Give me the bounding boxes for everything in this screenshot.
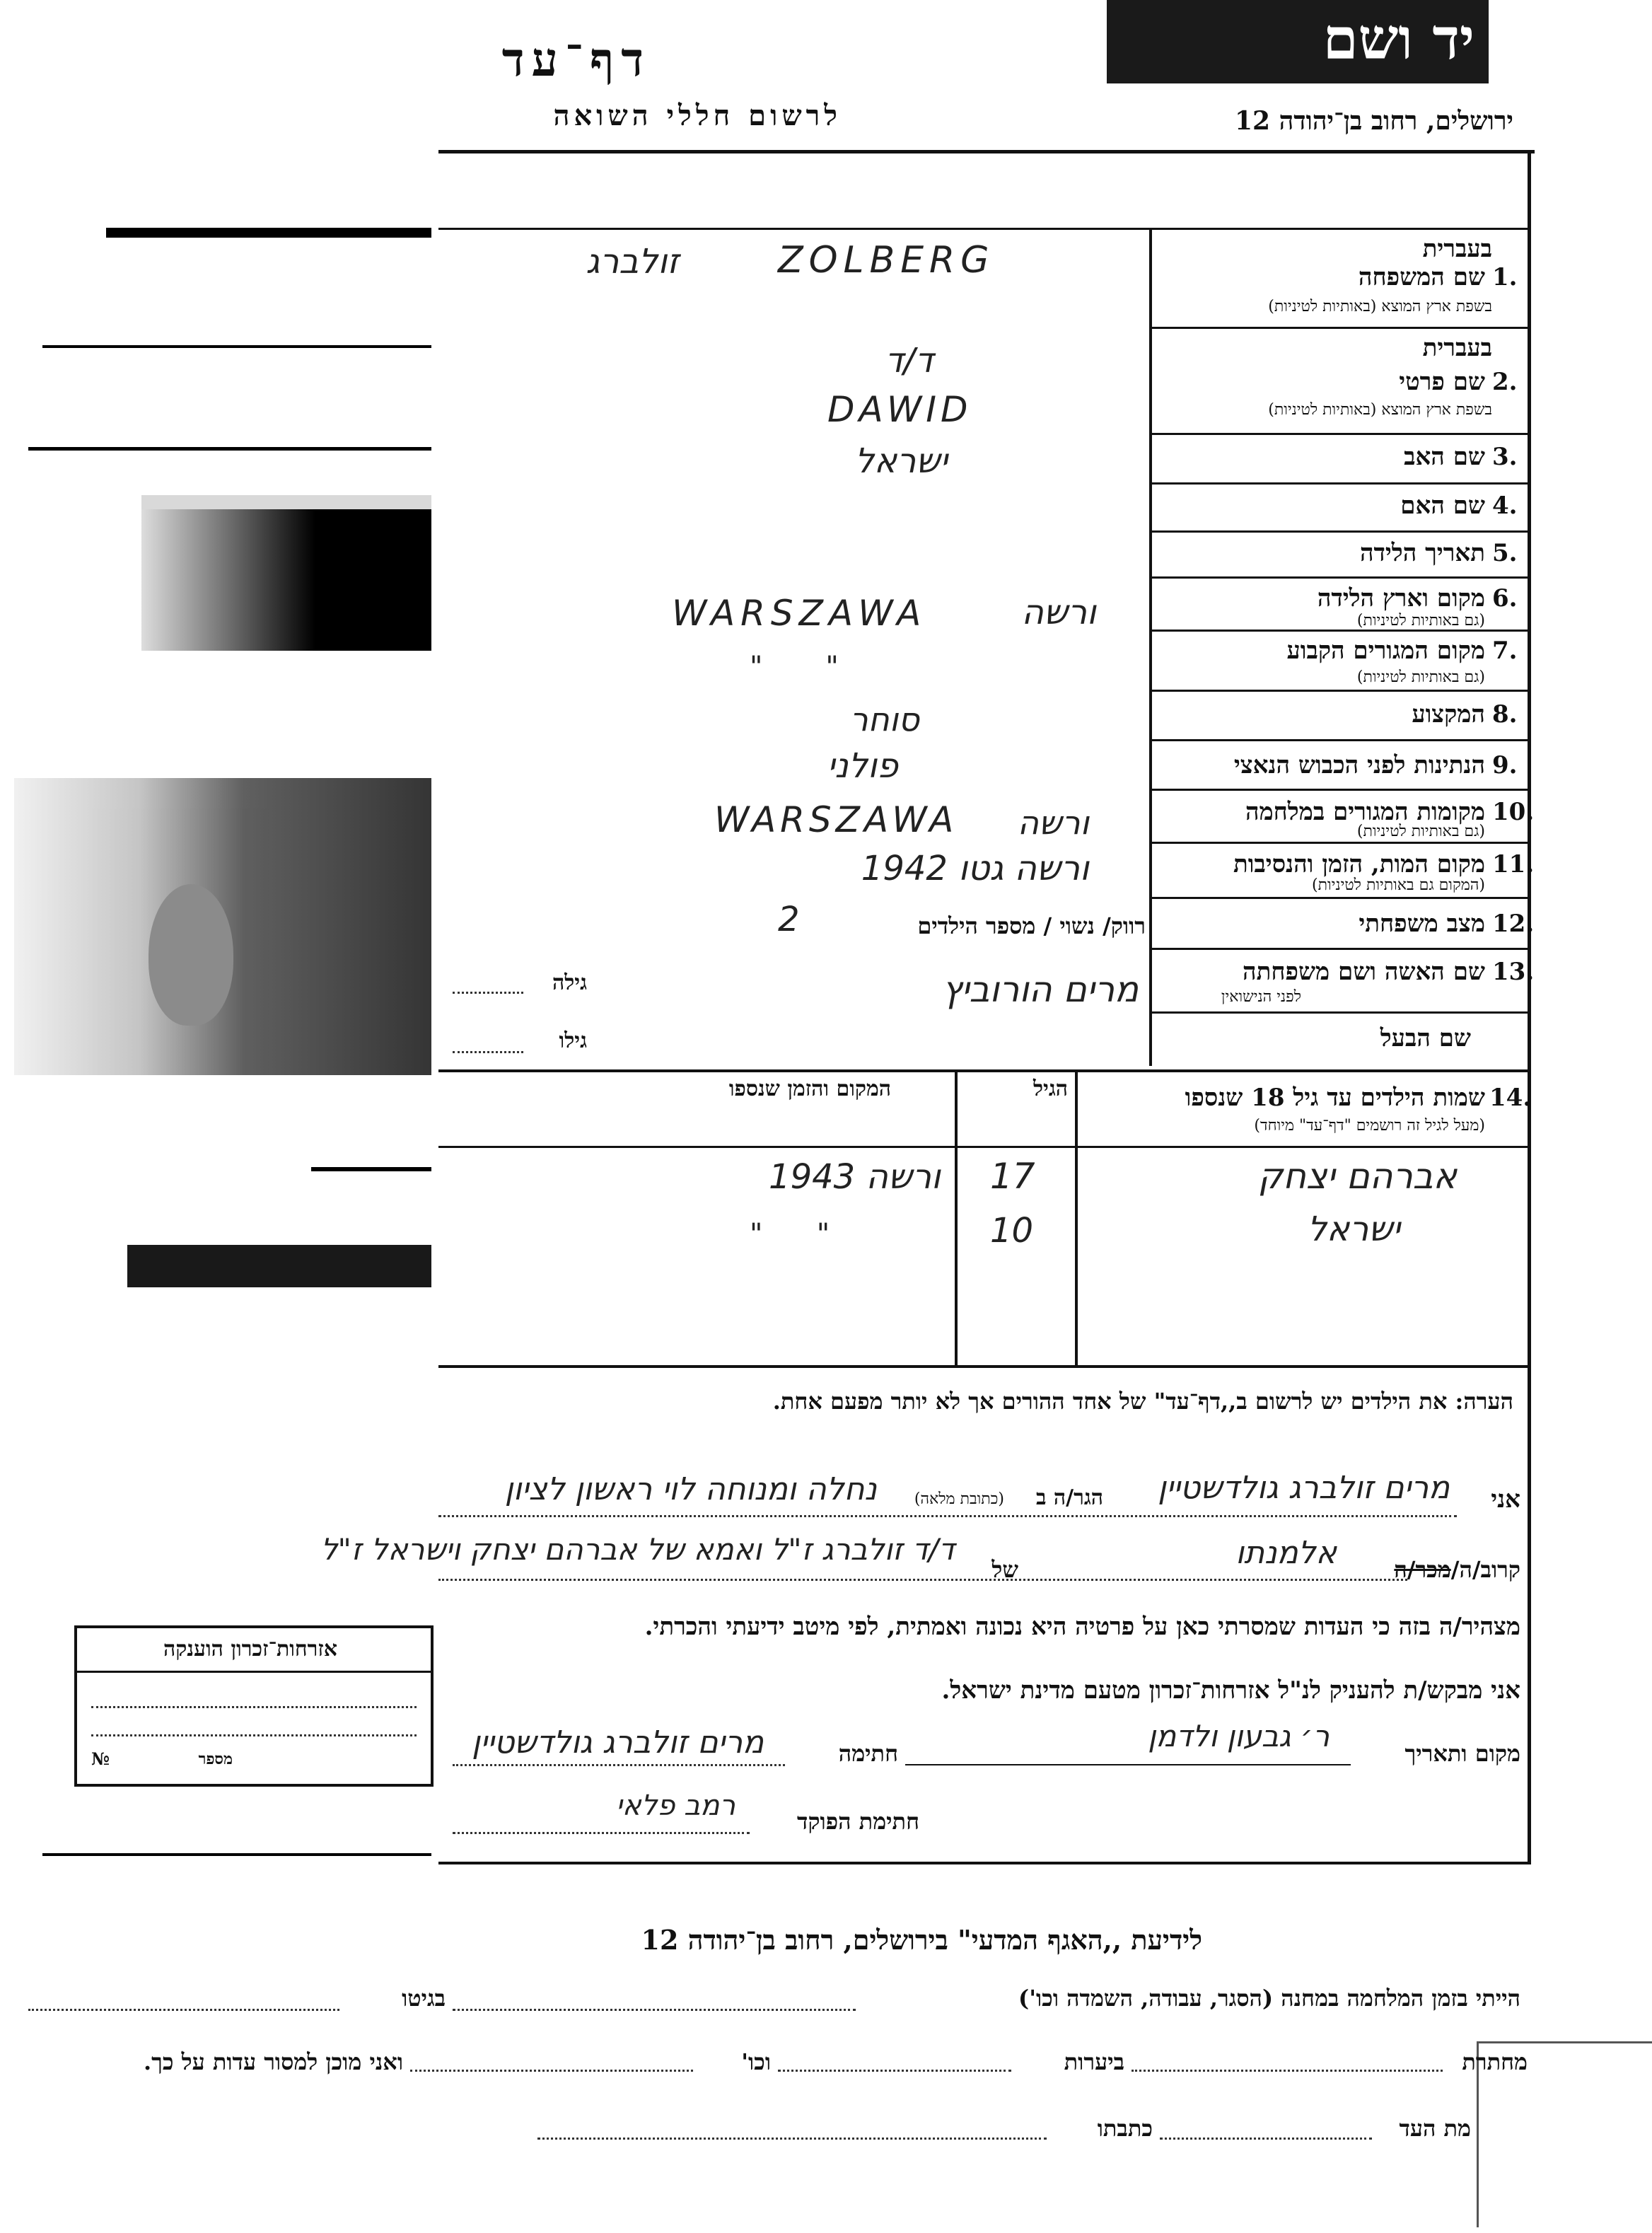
scan-streak xyxy=(106,228,431,238)
profession-value: סוחר xyxy=(849,700,919,738)
face-shape xyxy=(149,884,233,1026)
husband-age-label: גילו xyxy=(559,1028,587,1053)
field-7-number: 7. xyxy=(1492,637,1518,665)
officer-line[interactable] xyxy=(453,1832,750,1834)
field-2-note: בשפת ארץ המוצא (באותיות לטיניות) xyxy=(1268,401,1492,419)
scan-streak xyxy=(311,1167,431,1171)
field-3-label: שם האב xyxy=(1404,443,1485,471)
ghetto-label: בגיטו xyxy=(402,1985,446,2012)
scan-streak xyxy=(42,345,431,348)
wartime-residence-hebrew: ורשה xyxy=(1017,804,1089,842)
row-line xyxy=(1149,842,1531,844)
signature-value: מרים זולברג גולדשטיין xyxy=(472,1724,764,1761)
deceased-value: ד/ד זולברג ז"ל ואמא של אברהם יצחק וישראל ז"ל xyxy=(320,1532,955,1567)
field-7-label: מקום המגורים הקבוע xyxy=(1286,637,1485,665)
declarant-name: מרים זולברג גולדשטיין xyxy=(1158,1470,1450,1506)
photo-portrait xyxy=(14,778,431,1075)
children-table-title: שמות הילדים עד גיל 18 שנספו xyxy=(1185,1084,1485,1112)
declare-text: מצהיר/ה בזה כי העדות שמסרתי כאן על פרטיה היא נכונה ואמתית, לפי מיטב ידיעתי והכרתי. xyxy=(644,1613,1520,1641)
etc-field[interactable] xyxy=(410,2070,693,2072)
field-6-number: 6. xyxy=(1492,584,1518,613)
stamp-box-divider xyxy=(77,1671,431,1673)
bottom-heading: לידיעת ,,האגף המדעי" בירושלים, רחוב בן־יהודה 12 xyxy=(641,1924,1202,1956)
child-1-place: ורשה 1943 xyxy=(769,1157,941,1197)
field-10-note: (גם באותיות לטיניות) xyxy=(1356,823,1485,840)
child-1-name: אברהם יצחק xyxy=(1257,1156,1457,1197)
row-line xyxy=(1149,630,1531,632)
field-13-number: 13. xyxy=(1492,958,1535,986)
field-3-number: 3. xyxy=(1492,443,1518,471)
row-line xyxy=(1149,482,1531,485)
row-line xyxy=(1149,1011,1531,1014)
officer-signature: רמב פלאי xyxy=(616,1790,735,1822)
witness-name-label: מת העד xyxy=(1399,2115,1471,2142)
first-name-latin: DAWID xyxy=(827,389,972,430)
nationality-value: פולני xyxy=(827,746,898,786)
photo-fragment xyxy=(141,509,431,651)
row-line xyxy=(1149,690,1531,692)
table-col-line xyxy=(1075,1069,1078,1367)
place-date-line xyxy=(905,1764,1351,1765)
field-4-number: 4. xyxy=(1492,492,1518,520)
table-col-line xyxy=(955,1069,958,1367)
field-4-label: שם האם xyxy=(1400,492,1485,520)
child-1-age: 17 xyxy=(990,1156,1035,1197)
row-line xyxy=(1149,327,1531,329)
field-1-number: 1. xyxy=(1492,263,1518,291)
row-line xyxy=(1149,948,1531,950)
child-2-age: 10 xyxy=(990,1211,1034,1251)
wife-name-value: מרים הורוביץ xyxy=(942,969,1139,1010)
wife-age-label: גילה xyxy=(552,970,587,995)
row-line xyxy=(1149,576,1531,579)
of-label: של xyxy=(991,1556,1018,1583)
field-1-note: בשפת ארץ המוצא (באותיות לטיניות) xyxy=(1268,298,1492,315)
field-2-hebrew-tag: בעברית xyxy=(1422,334,1492,362)
father-name-value: ישראל xyxy=(854,441,948,481)
relative-label: קרוב/ה/מכר/ה xyxy=(1394,1556,1520,1583)
stamp-number-label: מספר xyxy=(198,1750,233,1768)
stamp-box-line xyxy=(91,1734,417,1736)
row-line xyxy=(1149,433,1531,435)
bottom-line1: הייתי בזמן המלחמה במחנה (הסגר, עבודה, השמדה וכו') xyxy=(1018,1985,1520,2012)
underground-label: מחתרת xyxy=(1462,2048,1528,2075)
witness-name-field[interactable] xyxy=(1160,2138,1372,2140)
row-line xyxy=(1149,530,1531,533)
field-7-note: (גם באותיות לטיניות) xyxy=(1356,668,1485,686)
frame-right xyxy=(1528,150,1531,1862)
bottom-line2-end: ואני מוכן למסור עדות על כך. xyxy=(143,2048,403,2075)
field-11-note: (המקום גם באותיות לטיניות) xyxy=(1312,876,1485,894)
children-count: 2 xyxy=(778,900,800,939)
note-text: הערה: את הילדים יש לרשום ב,,דף־עד" של אחד ההורים אך לא יותר מפעם אחת. xyxy=(772,1388,1513,1415)
field-13-note: לפני הנישואין xyxy=(1221,988,1301,1006)
place-date-value: ר׳ גבעון ולדמן xyxy=(1148,1719,1330,1753)
field-2-label: שם פרטי xyxy=(1399,368,1485,396)
wife-age-field[interactable] xyxy=(453,992,523,994)
field-8-number: 8. xyxy=(1492,700,1518,729)
table-bottom-line xyxy=(438,1365,1531,1368)
field-2-number: 2. xyxy=(1492,368,1518,396)
field-6-label: מקום וארץ הלידה xyxy=(1317,584,1485,613)
field-5-label: תאריך הלידה xyxy=(1359,539,1485,567)
declaration-i-label: אני xyxy=(1491,1485,1520,1514)
birthplace-hebrew: ורשה xyxy=(1021,593,1096,632)
yad-vashem-logo: יד ושם xyxy=(1107,0,1489,83)
field-1-hebrew-tag: בעברית xyxy=(1422,235,1492,263)
label-divider xyxy=(1149,228,1152,1066)
table-header-line xyxy=(438,1146,1531,1148)
row-line xyxy=(1149,739,1531,741)
marital-options: רווק/ נשוי / מספר הילדים xyxy=(917,912,1146,939)
header-address: ירושלים, רחוב בן־יהודה 12 xyxy=(1234,106,1513,136)
row-line xyxy=(438,1069,1531,1072)
family-name-latin: ZOLBERG xyxy=(778,239,995,282)
form-title: דף־עד xyxy=(501,32,651,87)
field-1-label: שם המשפחה xyxy=(1358,263,1485,291)
witness-address-field[interactable] xyxy=(537,2138,1047,2140)
relative-line[interactable] xyxy=(438,1579,1407,1581)
frame-top xyxy=(438,150,1535,153)
stamp-number-symbol: № xyxy=(91,1748,110,1769)
request-text: אני מבקש/ת להעניק לנ"ל אזרחות־זכרון מטעם מדינת ישראל. xyxy=(941,1676,1520,1705)
address-line[interactable] xyxy=(438,1515,1457,1517)
stamp-box-line xyxy=(91,1706,417,1708)
husband-label: שם הבעל xyxy=(1380,1024,1471,1052)
full-address-note: (כתובת מלאה) xyxy=(914,1490,1004,1508)
children-table-note: (מעל לגיל זה רושמים "דף־עד" מיוחד) xyxy=(1254,1117,1485,1135)
field-14-number: 14. xyxy=(1489,1084,1532,1112)
field-8-label: המקצוע xyxy=(1412,700,1485,729)
field-6-note: (גם באותיות לטיניות) xyxy=(1356,612,1485,630)
stamp-box xyxy=(74,1625,434,1787)
first-name-hebrew: ד/ד xyxy=(885,341,933,381)
field-10-label: מקומות המגורים במלחמה xyxy=(1245,798,1485,826)
child-2-place: " " xyxy=(750,1218,830,1251)
field-9-label: הנתינות לפני הכבוש הנאצי xyxy=(1233,751,1485,779)
resident-label: הגר/ה ב xyxy=(1035,1485,1103,1510)
col-age-header: הגיל xyxy=(1032,1077,1068,1101)
scan-streak xyxy=(28,447,431,451)
etc-label: וכו' xyxy=(741,2048,771,2075)
field-9-number: 9. xyxy=(1492,751,1518,779)
field-12-number: 12. xyxy=(1492,910,1535,938)
row-line xyxy=(1149,897,1531,899)
stamp-box-title: אזרחות־זכרון הוענקה xyxy=(163,1637,338,1661)
field-11-number: 11. xyxy=(1492,850,1535,878)
scan-streak xyxy=(127,1245,431,1287)
signature-label: חתימה xyxy=(838,1740,898,1767)
camp-field[interactable] xyxy=(453,2009,856,2011)
child-2-name: ישראל xyxy=(1307,1210,1400,1249)
frame-bottom xyxy=(438,1862,1531,1864)
residence-value: " " xyxy=(750,651,839,683)
forests-label: ביערות xyxy=(1064,2048,1124,2075)
field-5-number: 5. xyxy=(1492,539,1518,567)
field-12-label: מצב משפחתי xyxy=(1359,910,1485,938)
underground-field[interactable] xyxy=(1132,2070,1443,2072)
birthplace-latin: WARSZAWA xyxy=(672,593,927,634)
scan-streak xyxy=(42,1853,431,1856)
witness-address-label: כתבתו xyxy=(1097,2115,1153,2142)
row-line xyxy=(438,228,1531,230)
signature-line[interactable] xyxy=(453,1764,785,1766)
form-subtitle: לרשום חללי השואה xyxy=(553,99,842,132)
husband-age-field[interactable] xyxy=(453,1051,523,1053)
ghetto-field[interactable] xyxy=(28,2009,339,2011)
forests-field[interactable] xyxy=(778,2070,1011,2072)
field-11-label: מקום המות, הזמן והנסיבות xyxy=(1233,850,1485,878)
row-line xyxy=(1149,789,1531,791)
place-date-label: מקום ותאריך xyxy=(1404,1740,1520,1767)
field-10-number: 10. xyxy=(1492,798,1535,826)
relative-value: אלמנתו xyxy=(1235,1535,1337,1571)
wartime-residence-latin: WARSZAWA xyxy=(714,799,958,840)
death-place-value: ורשה גטו 1942 xyxy=(861,849,1089,888)
col-place-header: המקום והזמן שנספו xyxy=(728,1077,891,1101)
officer-label: חתימת הפוקד xyxy=(797,1808,919,1835)
family-name-hebrew: זולברג xyxy=(586,242,679,282)
address-value: נחלה ומנוחה לוי ראשון לציון xyxy=(504,1471,877,1507)
field-13-label: שם האשה ושם משפחתה xyxy=(1243,958,1485,986)
